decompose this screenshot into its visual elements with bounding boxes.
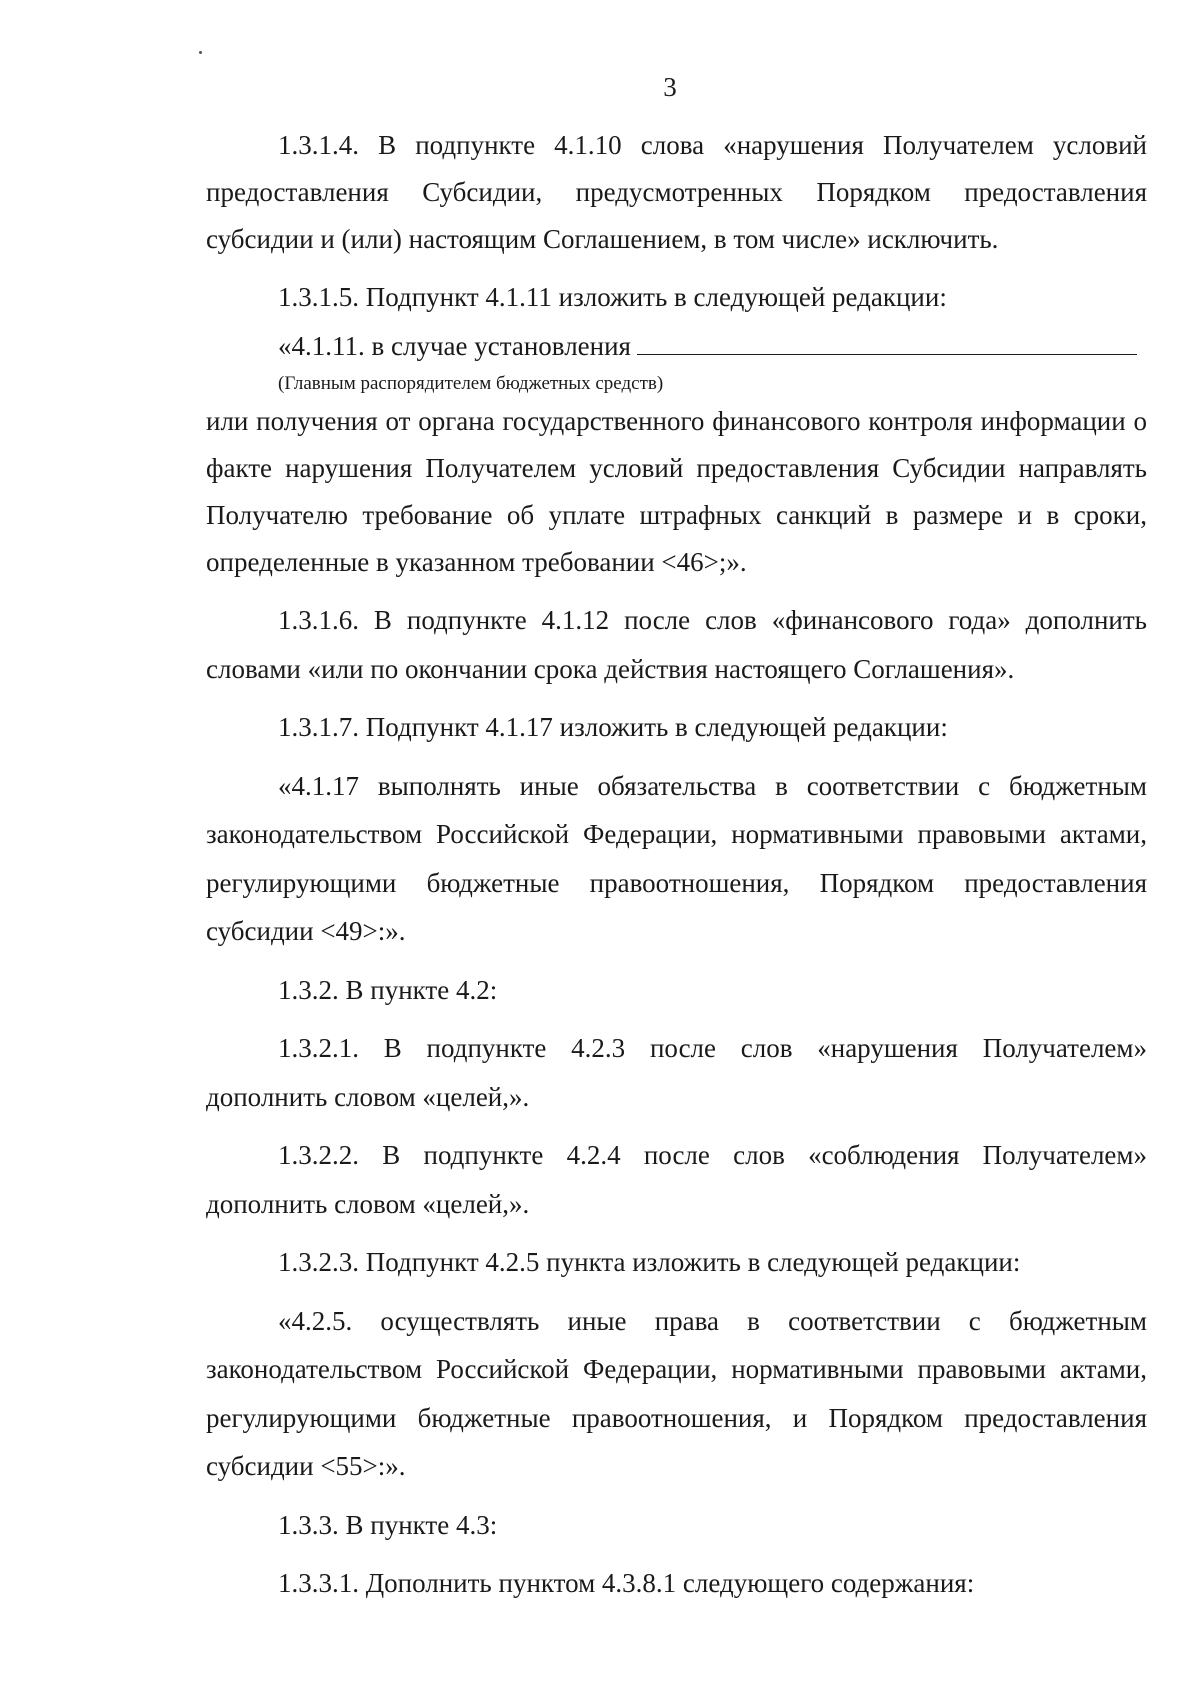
paragraph-1-3-1-7: 1.3.1.7. Подпункт 4.1.17 изложить в следующей редакции: (278, 712, 948, 742)
paragraph-4-1-11-lead: «4.1.11. в случае установления (278, 330, 631, 361)
fill-in-blank-line (637, 334, 1137, 355)
paragraph-4-1-11-start (206, 322, 1147, 371)
document-body (206, 122, 1147, 1608)
page-number: 3 (663, 72, 677, 102)
blank-caption: (Главным распорядителем бюджетных средств) (278, 373, 664, 394)
scan-speck (199, 51, 202, 54)
paragraph-4-1-11-body: или получения от органа государственного финансового контроля информации о факте нарушения Получателем условий предоставления Субсидии направлять Получателю требование об уплате штрафных санкций в размере и в сроки, определенные в указанном требовании <46>;». (206, 406, 1147, 577)
paragraph-4-1-17: «4.1.17 выполнять иные обязательства в соответствии с бюджетным законодательством Российской Федерации, нормативными правовыми актами, регулирующими бюджетные правоотношения, Порядком предоставления субсидии <49>:». (206, 770, 1147, 946)
paragraph-1-3-3-1: 1.3.3.1. Дополнить пунктом 4.3.8.1 следующего содержания: (278, 1568, 975, 1598)
paragraph-1-3-2-2: 1.3.2.2. В подпункте 4.2.4 после слов «соблюдения Получателем» дополнить словом «целей,». (206, 1140, 1147, 1219)
paragraph-1-3-1-6: 1.3.1.6. В подпункте 4.1.12 после слов «финансового года» дополнить словами «или по окончании срока действия настоящего Соглашения». (206, 605, 1147, 684)
paragraph-1-3-2-3: 1.3.2.3. Подпункт 4.2.5 пункта изложить в следующей редакции: (278, 1247, 1021, 1277)
paragraph-1-3-2-1: 1.3.2.1. В подпункте 4.2.3 после слов «нарушения Получателем» дополнить словом «целей,». (206, 1033, 1147, 1112)
paragraph-1-3-2: 1.3.2. В пункте 4.2: (278, 974, 498, 1005)
paragraph-4-2-5: «4.2.5. осуществлять иные права в соответствии с бюджетным законодательством Российской Федерации, нормативными правовыми актами, регулирующими бюджетные правоотношения, и Порядком предоставления субсидии <55>:». (206, 1305, 1147, 1481)
paragraph-1-3-1-4: 1.3.1.4. В подпункте 4.1.10 слова «нарушения Получателем условий предоставления Субсидии, предусмотренных Порядком предоставления субсидии и (или) настоящим Соглашением, в том числе» исключить. (206, 130, 1147, 254)
paragraph-1-3-1-5: 1.3.1.5. Подпункт 4.1.11 изложить в следующей редакции: (278, 282, 947, 312)
paragraph-1-3-3: 1.3.3. В пункте 4.3: (278, 1509, 498, 1540)
